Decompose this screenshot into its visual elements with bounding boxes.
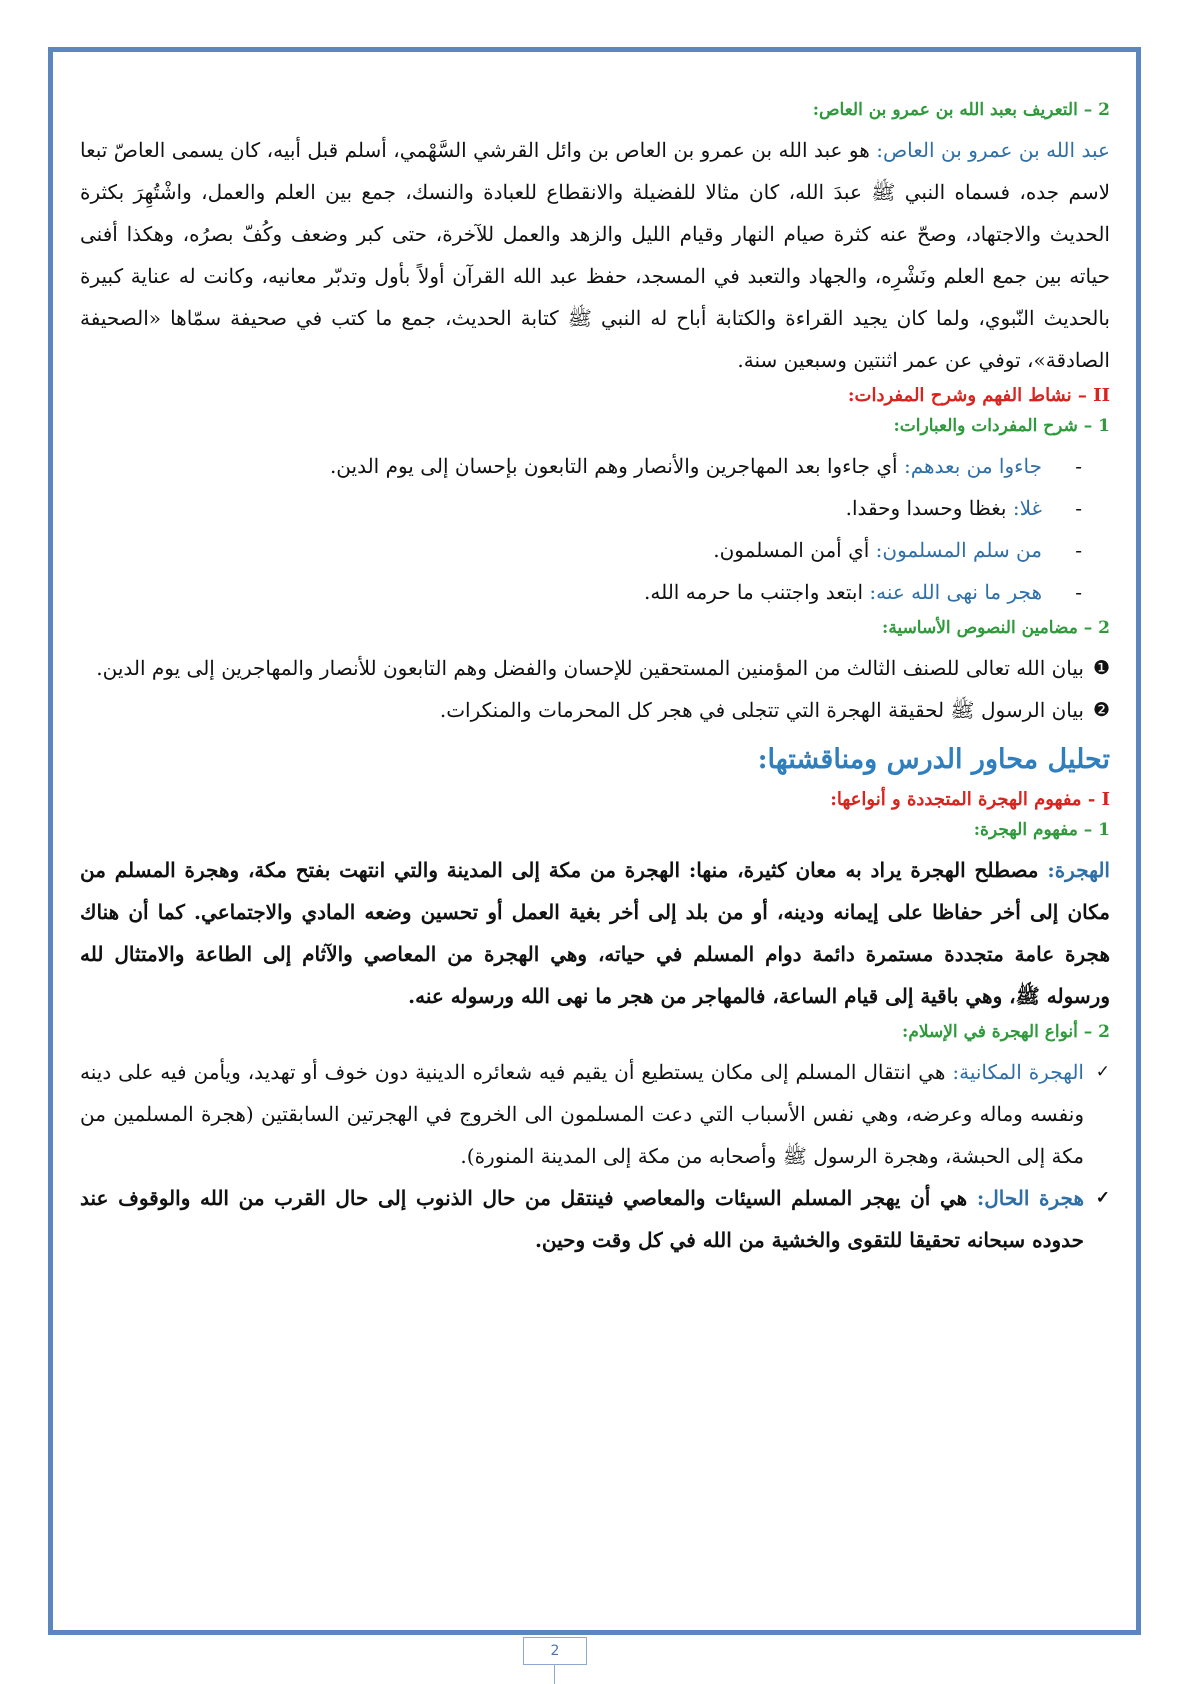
biography-text: هو عبد الله بن عمرو بن العاص بن وائل القرشي السَّهْمي، أسلم قبل أبيه، كان يسمى العاصّ تبعا لاسم جده، فسماه النبي ﷺ عبدَ الله، كان مثالا للفضيلة والانقطاع للعبادة والنسك، جمع بين العلم والعمل، واشْتُهِرَ بكثرة الحديث والاجتهاد، وصحّ عنه كثرة صيام النهار وقيام الليل والزهد والعمل للآخرة، حتى كبر وضعف وكُفّ بصرُه، وهكذا أفنى حياته بين جمع العلم ونَشْرِه، والجهاد والتعبد في المسجد، حفظ عبد الله القرآن أولاً بأول وتدبّر معانيه، وكانت له عناية كبيرة بالحديث النّبوي، ولما كان يجيد القراءة والكتابة أباح له النبي ﷺ كتابة الحديث، جمع ما كتب في صحيفة سمّاها «الصحيفة الصادقة»، توفي عن عمر اثنتين وسبعين سنة. bbox=[80, 138, 1110, 372]
hijra-concept-paragraph bbox=[80, 849, 1110, 1017]
vocab-term: جاءوا من بعدهم: bbox=[903, 454, 1042, 478]
section-heading-vocabulary-activity: II – نشاط الفهم وشرح المفردات: bbox=[847, 385, 1110, 406]
hijra-term: الهجرة: bbox=[1047, 858, 1110, 882]
hijra-type-item bbox=[80, 1051, 1110, 1177]
checkmark-icon: ✓ bbox=[1095, 1062, 1110, 1082]
vocab-item: - من سلم المسلمون: أي أمن المسلمون. bbox=[713, 538, 1082, 562]
hijra-concept-text: مصطلح الهجرة يراد به معان كثيرة، منها: الهجرة من مكة إلى المدينة والتي انتهت بفتح مكة، وهجرة المسلم من مكان إلى أخر حفاظا على إيمانه ودينه، أو من بلد إلى أخر بغية العمل أو تحسين وضعه المادي والاجتماعي. كما أن هناك هجرة عامة متجددة مستمرة دائمة دوام المسلم في حياته، وهي الهجرة من المعاصي والآثام إلى الطاعة والامتثال لله ورسوله ﷺ، وهي باقية إلى قيام الساعة، فالمهاجر من هجر ما نهى الله ورسوله عنه. bbox=[80, 858, 1110, 1008]
analysis-title: تحليل محاور الدرس ومناقشتها: bbox=[757, 744, 1110, 775]
vocab-definition: أي أمن المسلمون. bbox=[713, 538, 876, 562]
subheading-main-contents: 2 – مضامين النصوص الأساسية: bbox=[882, 618, 1110, 638]
vocab-term: هجر ما نهى الله عنه: bbox=[869, 580, 1042, 604]
vocab-definition: بغظا وحسدا وحقدا. bbox=[845, 496, 1013, 520]
hijra-type-item bbox=[80, 1177, 1110, 1261]
vocab-item: - هجر ما نهى الله عنه: ابتعد واجتنب ما حرمه الله. bbox=[644, 580, 1082, 604]
vocab-term: من سلم المسلمون: bbox=[875, 538, 1042, 562]
content-point-text: بيان الله تعالى للصنف الثالث من المؤمنين المستحقين للإحسان والفضل وهم التابعون للأنصار والمهاجرين إلى يوم الدين. bbox=[96, 656, 1084, 680]
section-heading-biography: 2 – التعريف بعبد الله بن عمرو بن العاص: bbox=[812, 100, 1110, 120]
section-heading-hijra: I - مفهوم الهجرة المتجددة و أنواعها: bbox=[830, 789, 1110, 810]
vocab-definition: ابتعد واجتنب ما حرمه الله. bbox=[644, 580, 870, 604]
page-number-connector bbox=[554, 1665, 555, 1684]
subheading-vocabulary: 1 – شرح المفردات والعبارات: bbox=[893, 416, 1110, 436]
hijra-type-definition: هي انتقال المسلم إلى مكان يستطيع أن يقيم فيه شعائره الدينية دون خوف أو تهديد، ويأمن فيه على دينه ونفسه وماله وعرضه، وهي نفس الأسباب التي دعت المسلمون الى الخروج في الهجرتين السابقتين (هجرة المسلمين من مكة إلى الحبشة، وهجرة الرسول ﷺ وأصحابه من مكة إلى المدينة المنورة). bbox=[80, 1060, 1084, 1168]
checkmark-icon: ✓ bbox=[1095, 1188, 1110, 1208]
content-point bbox=[80, 647, 1110, 689]
vocab-term: غلا: bbox=[1012, 496, 1042, 520]
biography-term: عبد الله بن عمرو بن العاص: bbox=[876, 138, 1110, 162]
vocab-definition: أي جاءوا بعد المهاجرين والأنصار وهم التابعون بإحسان إلى يوم الدين. bbox=[329, 454, 904, 478]
vocab-item: - غلا: بغظا وحسدا وحقدا. bbox=[845, 496, 1082, 520]
hijra-type-term: هجرة الحال: bbox=[976, 1186, 1084, 1210]
subheading-hijra-concept: 1 – مفهوم الهجرة: bbox=[973, 820, 1110, 840]
page-content bbox=[80, 95, 1110, 1261]
vocabulary-list bbox=[80, 445, 1110, 613]
hijra-type-term: الهجرة المكانية: bbox=[952, 1060, 1084, 1084]
page-number: 2 bbox=[523, 1637, 587, 1665]
vocab-item: - جاءوا من بعدهم: أي جاءوا بعد المهاجرين والأنصار وهم التابعون بإحسان إلى يوم الدين. bbox=[329, 454, 1082, 478]
number-circle-icon: ❶ bbox=[1092, 657, 1110, 679]
hijra-type-definition: هي أن يهجر المسلم السيئات والمعاصي فينتقل من حال الذنوب إلى حال القرب من الله والوقوف عند حدوده سبحانه تحقيقا للتقوى والخشية من الله في كل وقت وحين. bbox=[80, 1186, 1084, 1252]
number-circle-icon: ❷ bbox=[1092, 699, 1110, 721]
subheading-hijra-types: 2 – أنواع الهجرة في الإسلام: bbox=[902, 1022, 1110, 1042]
biography-paragraph bbox=[80, 129, 1110, 381]
content-point bbox=[80, 689, 1110, 731]
content-point-text: بيان الرسول ﷺ لحقيقة الهجرة التي تتجلى في هجر كل المحرمات والمنكرات. bbox=[439, 698, 1084, 722]
